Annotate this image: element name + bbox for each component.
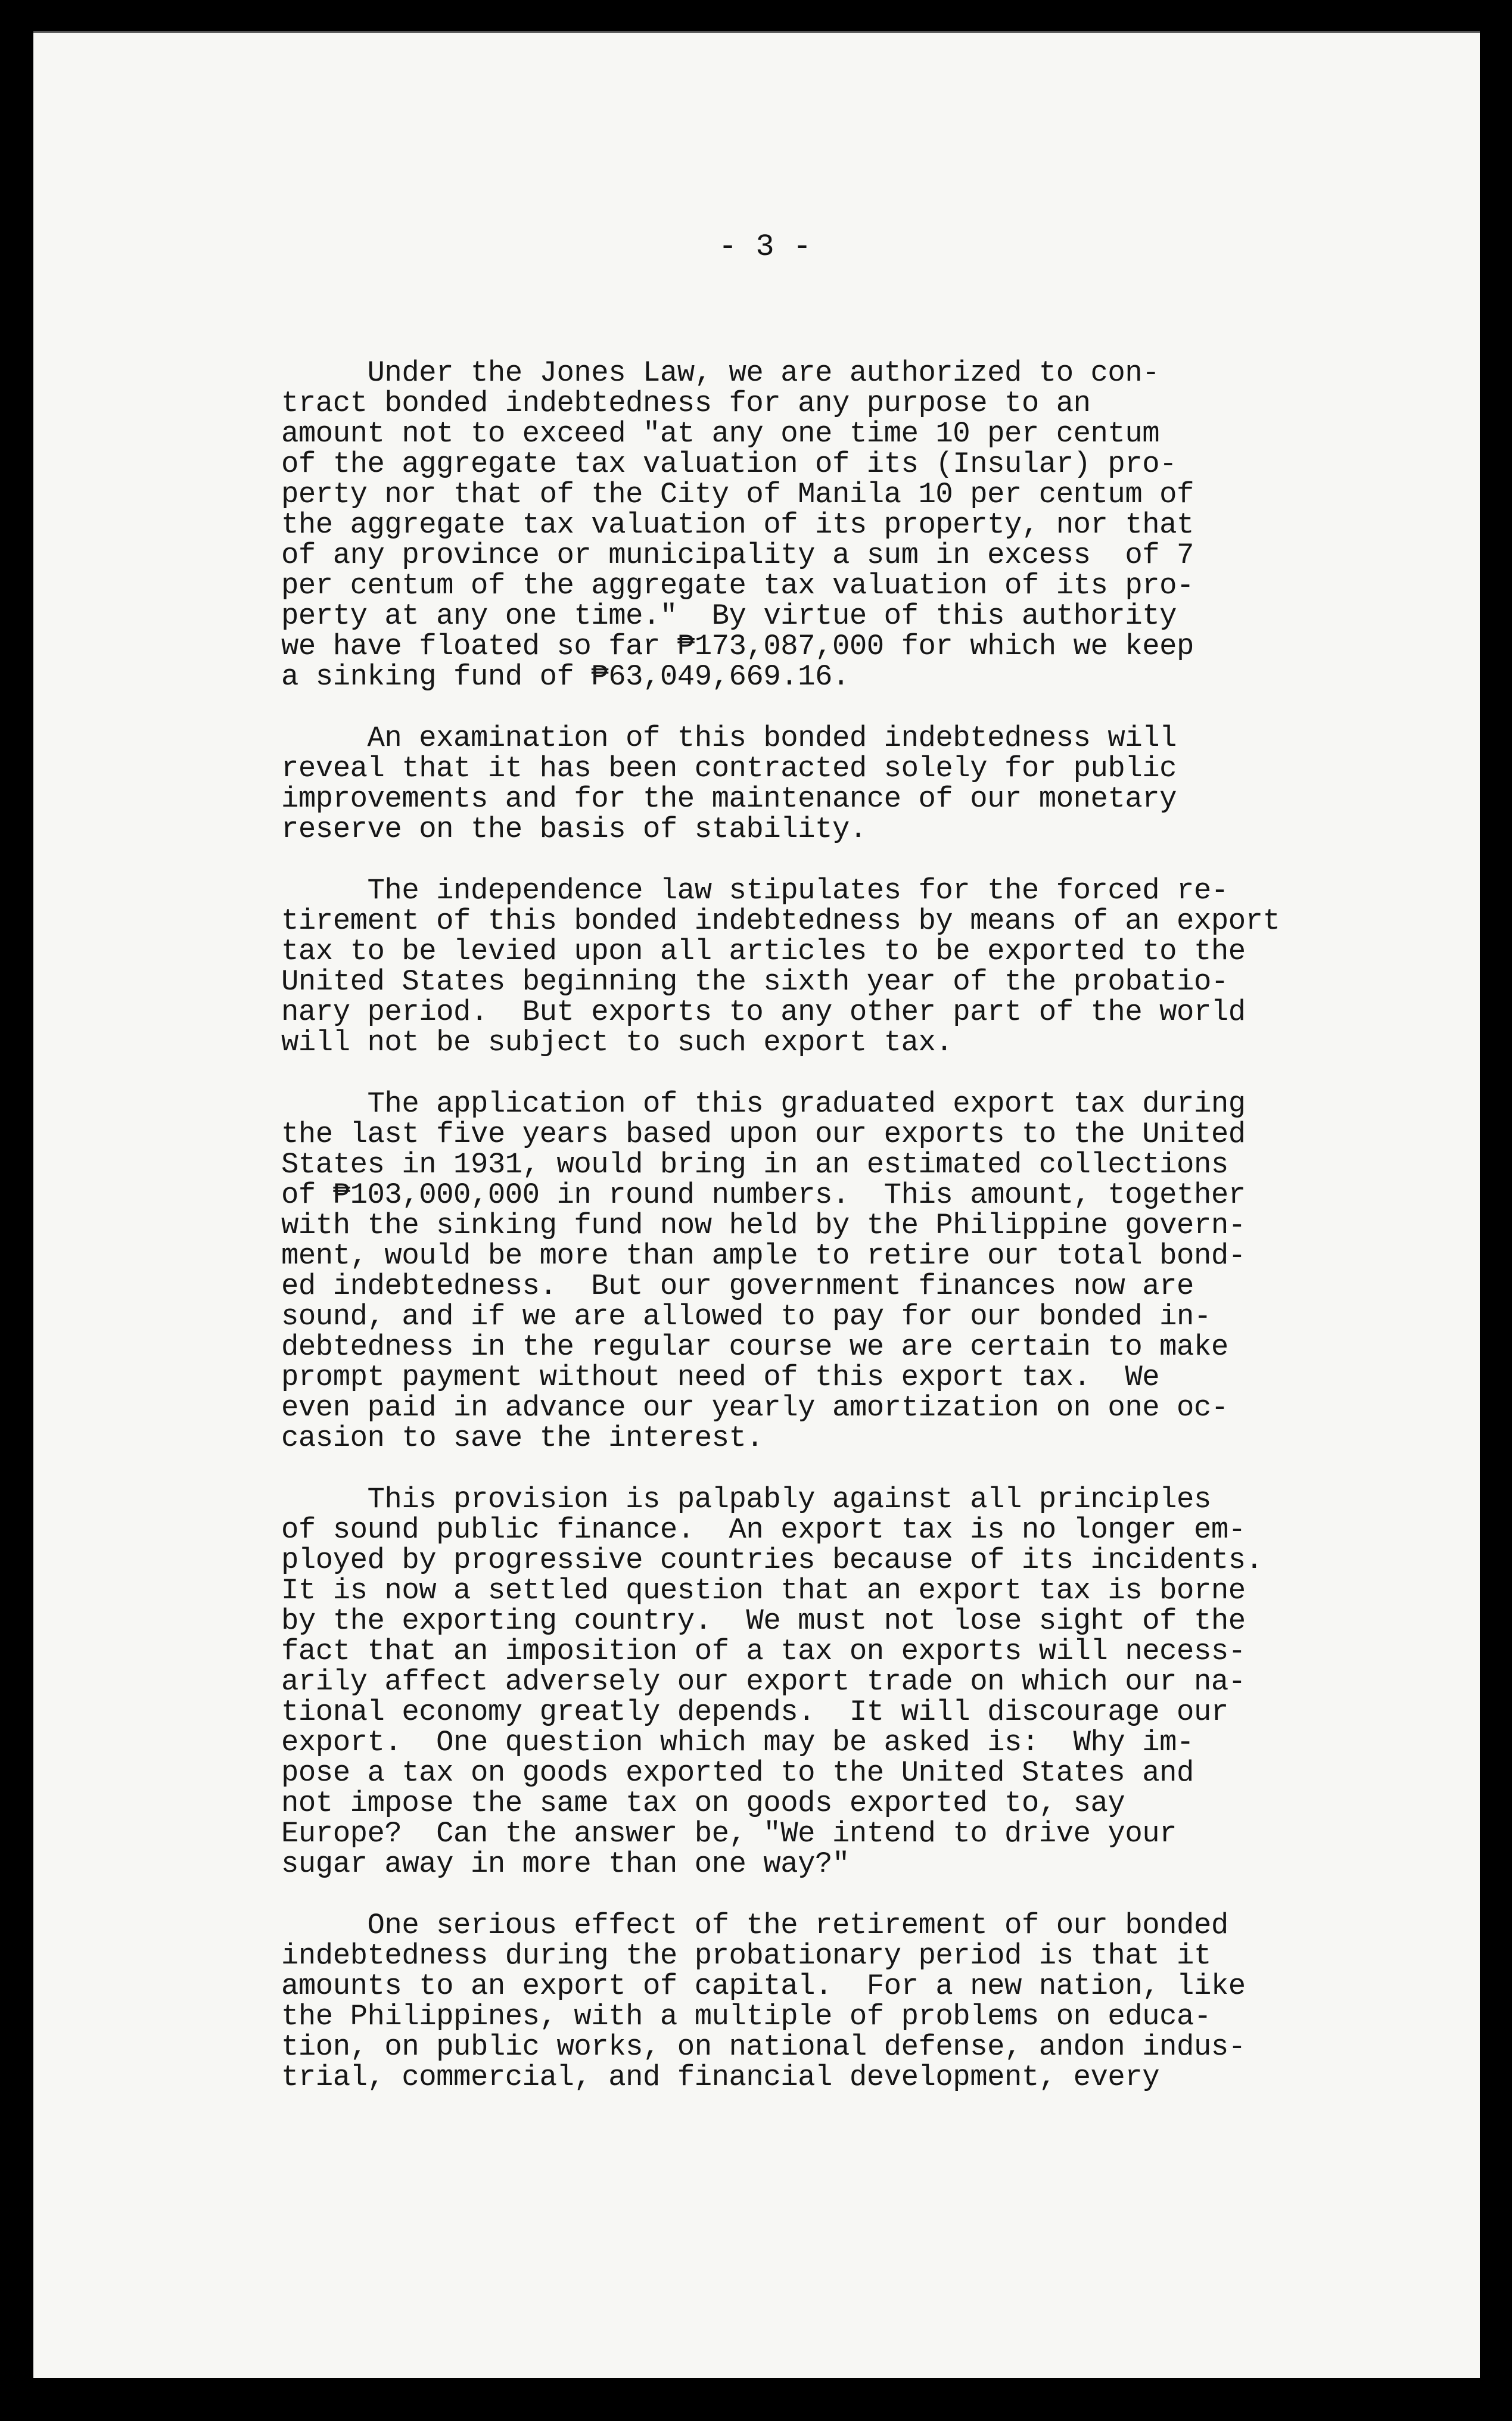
text-line: ed indebtedness. But our government finances now are (281, 1269, 1194, 1303)
paragraph (281, 1910, 1413, 2093)
text-line: Under the Jones Law, we are authorized to con- (281, 356, 1160, 390)
text-line: The independence law stipulates for the forced re- (281, 874, 1228, 907)
text-line: ployed by progressive countries because of its incidents. (281, 1544, 1263, 1577)
text-line: of ₱103,000,000 in round numbers. This amount, together (281, 1178, 1246, 1212)
text-line: United States beginning the sixth year of the probatio- (281, 965, 1228, 998)
text-line: casion to save the interest. (281, 1421, 764, 1455)
text-line: a sinking fund of ₱63,049,669.16. (281, 660, 850, 693)
text-line: by the exporting country. We must not lose sight of the (281, 1604, 1246, 1638)
text-line: ment, would be more than ample to retire our total bond- (281, 1239, 1246, 1272)
body-text (281, 358, 1413, 2124)
text-line: with the sinking fund now held by the Philippine govern- (281, 1209, 1246, 1242)
paragraph (281, 1485, 1413, 1879)
text-line: reserve on the basis of stability. (281, 813, 867, 846)
paragraph (281, 358, 1413, 692)
text-line: fact that an imposition of a tax on exports will necess- (281, 1635, 1246, 1668)
text-line: the Philippines, with a multiple of problems on educa- (281, 2000, 1211, 2033)
text-line: tional economy greatly depends. It will discourage our (281, 1695, 1228, 1729)
text-line: of sound public finance. An export tax is no longer em- (281, 1513, 1246, 1546)
text-line: the last five years based upon our exports to the United (281, 1118, 1246, 1151)
paragraph (281, 876, 1413, 1058)
text-line: we have floated so far ₱173,087,000 for which we keep (281, 630, 1194, 663)
text-line: will not be subject to such export tax. (281, 1026, 953, 1059)
text-line: This provision is palpably against all principles (281, 1483, 1211, 1516)
text-line: amounts to an export of capital. For a new nation, like (281, 1969, 1246, 2003)
text-line: prompt payment without need of this export tax. We (281, 1361, 1160, 1394)
text-line: The application of this graduated export tax during (281, 1087, 1246, 1121)
text-line: improvements and for the maintenance of our monetary (281, 782, 1177, 816)
text-line: even paid in advance our yearly amortization on one oc- (281, 1391, 1228, 1424)
text-line: per centum of the aggregate tax valuation of its pro- (281, 569, 1194, 602)
text-line: sugar away in more than one way?" (281, 1847, 850, 1881)
text-line: tirement of this bonded indebtedness by means of an export (281, 904, 1280, 938)
text-line: An examination of this bonded indebtedness will (281, 721, 1177, 755)
text-line: debtedness in the regular course we are certain to make (281, 1330, 1228, 1364)
paragraph (281, 723, 1413, 845)
text-line: It is now a settled question that an export tax is borne (281, 1574, 1246, 1607)
document-page (33, 31, 1480, 2378)
text-line: export. One question which may be asked is: Why im- (281, 1726, 1194, 1759)
text-line: One serious effect of the retirement of our bonded (281, 1909, 1228, 1942)
text-line: amount not to exceed "at any one time 10 per centum (281, 417, 1160, 450)
text-line: sound, and if we are allowed to pay for our bonded in- (281, 1300, 1211, 1333)
text-line: indebtedness during the probationary period is that it (281, 1939, 1211, 1972)
text-line: not impose the same tax on goods exported to, say (281, 1787, 1125, 1820)
text-line: of any province or municipality a sum in excess of 7 (281, 539, 1194, 572)
text-line: perty nor that of the City of Manila 10 per centum of (281, 478, 1194, 511)
text-line: reveal that it has been contracted solely for public (281, 752, 1177, 785)
text-line: nary period. But exports to any other part of the world (281, 995, 1246, 1029)
text-line: the aggregate tax valuation of its property, nor that (281, 508, 1194, 542)
page-number: - 3 - (718, 229, 812, 264)
text-line: tax to be levied upon all articles to be exported to the (281, 935, 1246, 968)
text-line: pose a tax on goods exported to the United States and (281, 1756, 1194, 1790)
text-line: perty at any one time." By virtue of this authority (281, 599, 1177, 633)
text-line: trial, commercial, and financial development, every (281, 2061, 1160, 2094)
text-line: tion, on public works, on national defense, andon indus- (281, 2030, 1246, 2064)
text-line: of the aggregate tax valuation of its (Insular) pro- (281, 447, 1177, 481)
text-line: Europe? Can the answer be, "We intend to drive your (281, 1817, 1177, 1850)
text-line: States in 1931, would bring in an estimated collections (281, 1148, 1228, 1181)
text-line: arily affect adversely our export trade on which our na- (281, 1665, 1246, 1698)
paragraph (281, 1089, 1413, 1454)
text-line: tract bonded indebtedness for any purpose to an (281, 387, 1091, 420)
